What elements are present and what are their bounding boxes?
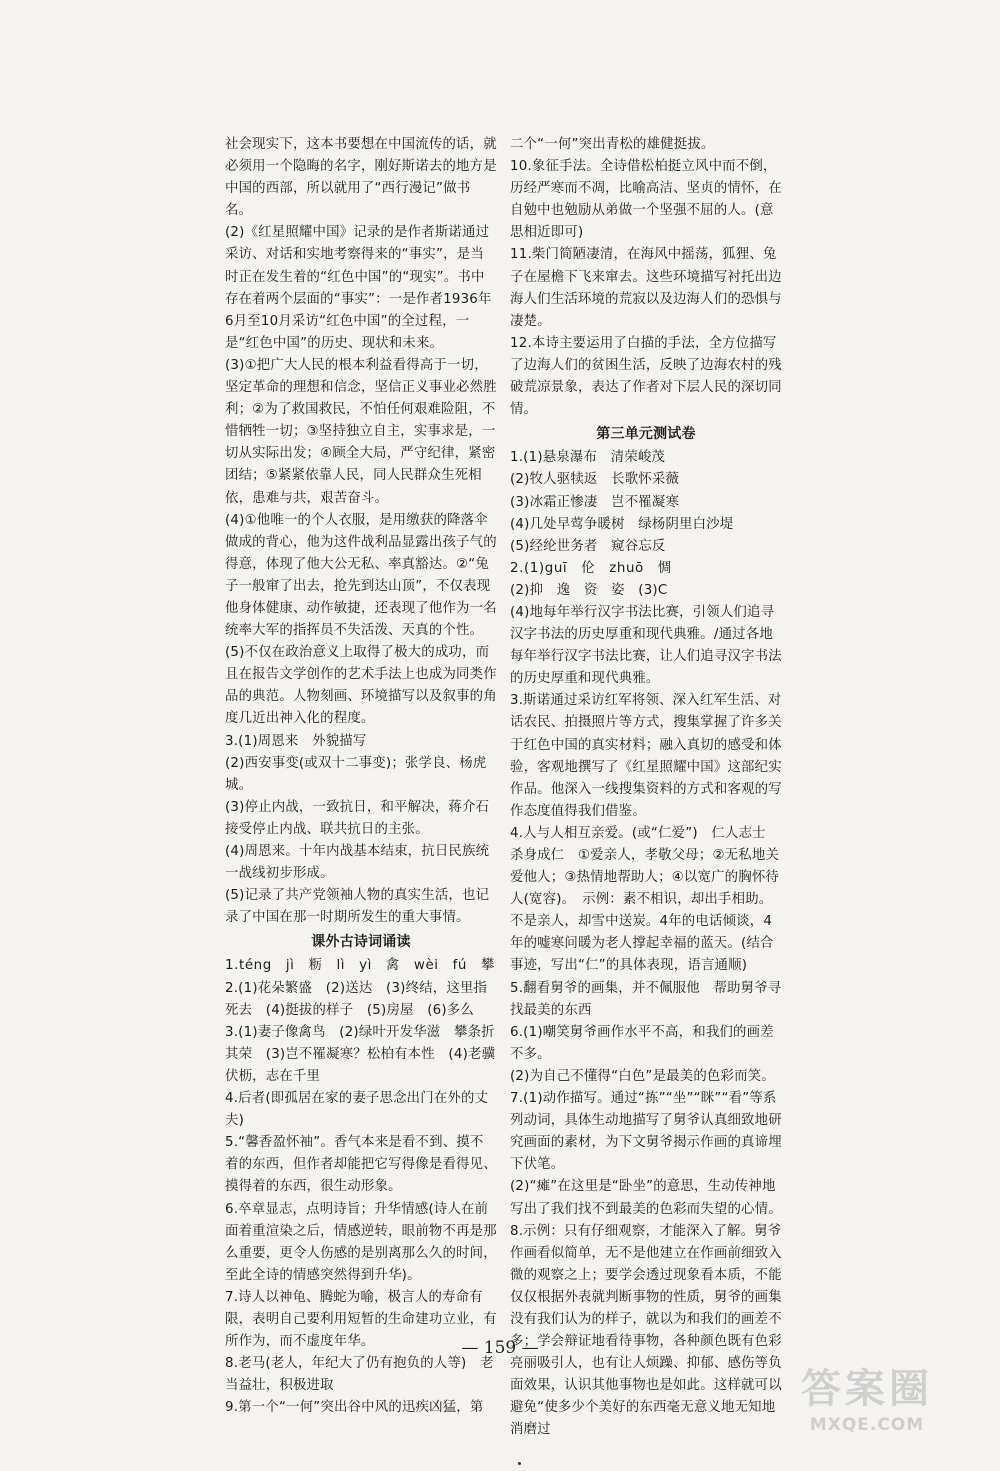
- left-column: [225, 134, 497, 1419]
- right-paragraph: (4)地每年举行汉字书法比赛，引领人们追寻汉字书法的历史厚重和现代典雅。/通过各地每年举行汉字书法比赛，让人们追寻汉字书法的历史厚重和现代典雅。: [510, 604, 782, 687]
- left-paragraph: 7.诗人以神龟、腾蛇为喻，极言人的寿命有限，表明自己要利用短暂的生命建功立业，有所作为，而不虚度年华。: [225, 1289, 497, 1350]
- page-number: — 159 —: [461, 1338, 539, 1358]
- left-paragraph: 1.téng jì 粝 lì yì 禽 wèi fú 攀: [225, 958, 495, 974]
- left-paragraph: 5.“馨香盈怀袖”。香气本来是看不到、摸不着的东西，但作者却能把它写得像是看得见、摸得着的东西，很生动形象。: [225, 1135, 497, 1195]
- section-heading-classical-poetry: 课外古诗词诵读: [311, 934, 411, 951]
- left-paragraph: 社会现实下，这本书要想在中国流传的话，就必须用一个隐晦的名字，刚好斯诺去的地方是中国的西部，所以就用了“西行漫记”做书名。: [225, 137, 497, 219]
- right-column: [510, 134, 782, 1442]
- left-paragraph: (2)《红星照耀中国》记录的是作者斯诺通过采访、对话和实地考察得来的“事实”，是当时正在发生着的“红色中国”的“现实”。书中存在着两个层面的“事实”：一是作者1936年6月至10月采访“红色中国”的全过程，一是“红色中国”的历史、现状和未来。: [225, 225, 492, 351]
- left-paragraph: 4.后者(即孤居在家的妻子思念出门在外的丈夫): [225, 1091, 489, 1129]
- left-paragraph: (4)①他唯一的个人衣服，是用缴获的降落伞做成的背心，他为这件战利品显露出孩子气的得意，体现了他大公无私、率真豁达。②“兔子一般窜了出去，抢先到达山顶”，不仅表现他身体健康、动作敏捷，还表现了他作为一名统率大军的指挥员不失活泼、天真的个性。: [225, 512, 497, 639]
- right-paragraph: 6.(1)嘲笑舅爷画作水平不高，和我们的画差不多。: [510, 1024, 774, 1062]
- right-paragraph: 10.象征手法。全诗借松柏挺立风中而不倒，历经严寒而不凋，比喻高洁、坚贞的情怀，在自勉中也勉励从弟做一个坚强不屈的人。(意思相近即可): [510, 159, 782, 241]
- right-paragraph: 3.斯诺通过采访红军将领、深入红军生活、对话农民、拍摄照片等方式，搜集掌握了许多关于红色中国的真实材料；融入真切的感受和体验，客观地撰写了《红星照耀中国》这部纪实作品。他深入一线搜集资料的方式和客观的写作态度值得我们借鉴。: [510, 693, 782, 819]
- right-paragraph: (2)为自己不懂得“白色”是最美的色彩而笑。: [510, 1068, 775, 1084]
- right-paragraph: (3)冰霜正惨凄 岂不罹凝寒: [510, 494, 680, 510]
- left-paragraph: 8.老马(老人，年纪大了仍有抱负的人等) 老当益壮，积极进取: [225, 1356, 494, 1394]
- left-paragraph: (3)①把广大人民的根本利益看得高于一切，坚定革命的理想和信念，坚信正义事业必然胜利；②为了救国救民，不怕任何艰难险阻，不惜牺牲一切；③坚持独立自主，实事求是，一切从实际出发；④顾全大局，严守纪律，紧密团结；⑤紧紧依靠人民，同人民群众生死相依，患难与共，艰苦奋斗。: [225, 357, 497, 506]
- right-paragraph: (2)抑 逸 资 姿 (3)C: [510, 582, 668, 598]
- left-paragraph: (5)不仅在政治意义上取得了极大的成功，而且在报告文学创作的艺术手法上也成为同类作品的典范。人物刻画、环境描写以及叙事的角度几近出神入化的程度。: [225, 645, 497, 727]
- right-paragraph: 4.人与人相互亲爱。(或“仁爱”) 仁人志士 杀身成仁 ①爱亲人，孝敬父母；②无私地关爱他人；③热情地帮助人；④以宽广的胸怀待人(宽容)。 示例：素不相识，却出手相助。不是亲人，却雪中送炭。4年的电话倾谈，4年的嘘寒问暖为老人撑起幸福的蓝天。(结合事迹，写出“仁”的具体表现，语言通顺): [510, 825, 780, 974]
- watermark-title: 答案圈: [801, 1366, 933, 1412]
- right-paragraph: 5.翻看舅爷的画集，并不佩服他 帮助舅爷寻找最美的东西: [510, 980, 782, 1018]
- right-paragraph: (4)几处早莺争暖树 绿杨阴里白沙堤: [510, 516, 734, 532]
- right-paragraph: 12.本诗主要运用了白描的手法，全方位描写了边海人们的贫困生活，反映了边海农村的残破荒凉景象，表达了作者对下层人民的深切同情。: [510, 335, 782, 418]
- right-paragraph: 7.(1)动作描写。通过“拣”“坐”“眯”“看”等系列动词，具体生动地描写了舅爷认真细致地研究画面的素材，为下文舅爷揭示作画的真谛埋下伏笔。: [510, 1091, 782, 1173]
- section-heading-unit-three-test: 第三单元测试卷: [596, 426, 696, 443]
- left-paragraph: (2)西安事变(或双十二事变)；张学良、杨虎城。: [225, 755, 487, 793]
- left-paragraph: 9.第一个“一何”突出谷中风的迅疾凶猛，第: [225, 1400, 484, 1416]
- right-paragraph: 8.示例：只有仔细观察，才能深入了解。舅爷作画看似简单，无不是他建立在作画前细致入微的观察之上；要学会透过现象看本质，不能仅仅根据外表就判断事物的性质，舅爷的画集没有我们认为的样子，就以为和我们的画差不多；学会辩证地看待事物，各种颜色既有色彩亮丽吸引人，也有让人烦躁、抑郁、感伤等负面效果，认识其他事物也是如此。这样就可以避免“使多少个美好的东西毫无意义地无知地消磨过: [510, 1223, 782, 1438]
- watermark-url: MXQE.COM: [809, 1415, 925, 1435]
- right-paragraph: (5)经纶世务者 窥谷忘反: [510, 538, 666, 554]
- right-paragraph: 二个“一何”突出青松的雄健挺拔。: [510, 137, 715, 152]
- right-paragraph: (2)“瘫”在这里是“卧坐”的意思，生动传神地写出了我们找不到最美的色彩而失望的心情。: [510, 1179, 782, 1217]
- left-paragraph: 2.(1)花朵繁盛 (2)送达 (3)终结，这里指死去 (4)挺拔的样子 (5)房屋 (6)多么: [225, 980, 488, 1018]
- scan-speck: [518, 1462, 521, 1465]
- left-paragraph: 3.(1)妻子像禽鸟 (2)绿叶开发华滋 攀条折其荣 (3)岂不罹凝寒？松柏有本性 (4)老骥伏枥，志在千里: [225, 1024, 496, 1084]
- left-paragraph: (3)停止内战，一致抗日，和平解决，蒋介石接受停止内战、联共抗日的主张。: [225, 799, 490, 837]
- left-paragraph: 3.(1)周恩来 外貌描写: [225, 733, 367, 749]
- right-paragraph: (2)牧人驱犊返 长歌怀采薇: [510, 472, 680, 488]
- watermark-logo: [762, 1363, 972, 1453]
- right-paragraph: 11.柴门简陋凄清，在海风中摇荡，狐狸、兔子在屋檐下飞来窜去。这些环境描写衬托出边海人们生活环境的荒寂以及边海人们的恐惧与凄楚。: [510, 247, 782, 329]
- left-paragraph: 6.卒章显志，点明诗旨；升华情感(诗人在前面着重渲染之后，情感逆转，眼前物不再是那么重要，更令人伤感的是别离那么久的时间，至此全诗的情感突然得到升华)。: [225, 1201, 497, 1283]
- left-paragraph: (5)记录了共产党领袖人物的真实生活，也记录了中国在那一时期所发生的重大事情。: [225, 888, 490, 926]
- left-paragraph: (4)周恩来。十年内战基本结束，抗日民族统一战线初步形成。: [225, 844, 490, 882]
- right-paragraph: 2.(1)guī 伦 zhuō 惆: [510, 560, 672, 576]
- right-paragraph: 1.(1)悬泉瀑布 清荣峻茂: [510, 450, 666, 466]
